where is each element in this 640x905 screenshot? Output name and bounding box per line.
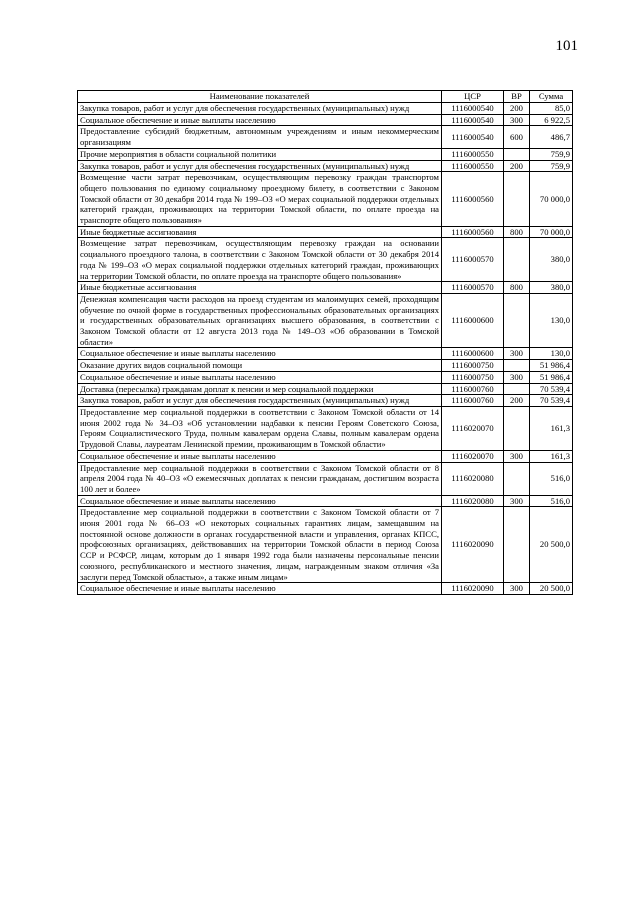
cell-csr: 1116000750	[442, 360, 504, 372]
cell-name: Предоставление субсидий бюджетным, автономным учреждениям и иным некоммерческим организациям	[78, 126, 442, 148]
cell-name: Предоставление мер социальной поддержки в соответствии с Законом Томской области от 7 июня 2001 года № 66–ОЗ «О некоторых социальных гарантиях лицам, замещавшим на постоянной основе должности в органах государственной власти и управления, органах КПСС, профсоюзных организациях, действовавших на территории Томской области в период Союза ССР и РСФСР, лицам, которым до 1 января 1992 года были назначены персональные пенсии союзного, республиканского и местного значения, лицам, награжденным знаком отличия «За заслуги перед Томской областью», а также иным лицам»	[78, 507, 442, 583]
cell-name: Социальное обеспечение и иные выплаты населению	[78, 495, 442, 507]
cell-csr: 1116020090	[442, 507, 504, 583]
table-row	[78, 395, 573, 407]
table-row	[78, 360, 573, 372]
cell-name: Денежная компенсация части расходов на проезд студентам из малоимущих семей, проходящим обучение по очной форме в государственных профессиональных образовательных организациях и государственных образовательных организациях высшего образования, в соответствии с Законом Томской области от 12 августа 2013 года № 149–ОЗ «Об образовании в Томской области»	[78, 293, 442, 348]
cell-name: Иные бюджетные ассигнования	[78, 226, 442, 238]
cell-name: Социальное обеспечение и иные выплаты населению	[78, 583, 442, 595]
cell-csr: 1116020070	[442, 406, 504, 450]
cell-name: Возмещение части затрат перевозчикам, осуществляющим перевозку граждан транспортом общего пользования по единому социальному проездному билету, в соответствии с Законом Томской области от 30 декабря 2014 года № 199–ОЗ «О мерах социальной поддержки отдельных категорий граждан, проживающих на территории Томской области, по оплате проезда на транспорте общего пользования»	[78, 172, 442, 227]
cell-csr: 1116020080	[442, 462, 504, 495]
cell-vr	[504, 172, 530, 227]
table-row	[78, 238, 573, 282]
cell-vr: 200	[504, 395, 530, 407]
table-row	[78, 583, 573, 595]
budget-table	[77, 90, 573, 595]
cell-csr: 1116020070	[442, 450, 504, 462]
header-vr: ВР	[504, 91, 530, 103]
table-row	[78, 114, 573, 126]
cell-csr: 1116000540	[442, 114, 504, 126]
cell-name: Предоставление мер социальной поддержки в соответствии с Законом Томской области от 8 апреля 2004 года № 40–ОЗ «О ежемесячных доплатах к пенсии гражданам, достигшим возраста 100 лет и более»	[78, 462, 442, 495]
table-row	[78, 126, 573, 148]
cell-vr	[504, 293, 530, 348]
cell-name: Социальное обеспечение и иные выплаты населению	[78, 114, 442, 126]
table-row	[78, 348, 573, 360]
cell-vr	[504, 462, 530, 495]
cell-name: Доставка (пересылка) гражданам доплат к пенсии и мер социальной поддержки	[78, 383, 442, 395]
cell-vr	[504, 148, 530, 160]
cell-vr: 300	[504, 348, 530, 360]
cell-vr: 800	[504, 226, 530, 238]
cell-sum: 161,3	[530, 406, 573, 450]
table-row	[78, 172, 573, 227]
cell-csr: 1116000570	[442, 282, 504, 294]
cell-name: Закупка товаров, работ и услуг для обеспечения государственных (муниципальных) нужд	[78, 103, 442, 115]
table-row	[78, 450, 573, 462]
cell-name: Социальное обеспечение и иные выплаты населению	[78, 371, 442, 383]
cell-csr: 1116000760	[442, 383, 504, 395]
table-row	[78, 406, 573, 450]
table-row	[78, 495, 573, 507]
header-sum: Сумма	[530, 91, 573, 103]
cell-sum: 70 000,0	[530, 226, 573, 238]
cell-csr: 1116000760	[442, 395, 504, 407]
cell-sum: 51 986,4	[530, 371, 573, 383]
cell-sum: 380,0	[530, 238, 573, 282]
cell-sum: 70 539,4	[530, 383, 573, 395]
cell-vr	[504, 360, 530, 372]
cell-csr: 1116000750	[442, 371, 504, 383]
cell-vr	[504, 507, 530, 583]
cell-name: Предоставление мер социальной поддержки в соответствии с Законом Томской области от 14 июня 2002 года № 34–ОЗ «Об установлении надбавки к пенсии Героям Советского Союза, Героям Социалистического Труда, полным кавалерам ордена Славы, полным кавалерам ордена Трудовой Славы, лауреатам Ленинской премии, проживающим в Томской области»	[78, 406, 442, 450]
cell-sum: 130,0	[530, 348, 573, 360]
cell-vr	[504, 406, 530, 450]
table-row	[78, 462, 573, 495]
table-row	[78, 383, 573, 395]
cell-vr: 300	[504, 495, 530, 507]
cell-sum: 516,0	[530, 495, 573, 507]
cell-name: Иные бюджетные ассигнования	[78, 282, 442, 294]
cell-name: Закупка товаров, работ и услуг для обеспечения государственных (муниципальных) нужд	[78, 395, 442, 407]
cell-sum: 20 500,0	[530, 583, 573, 595]
cell-vr: 200	[504, 160, 530, 172]
table-row	[78, 148, 573, 160]
cell-csr: 1116000570	[442, 238, 504, 282]
cell-csr: 1116000550	[442, 148, 504, 160]
table-row	[78, 226, 573, 238]
cell-vr: 300	[504, 450, 530, 462]
cell-name: Оказание других видов социальной помощи	[78, 360, 442, 372]
cell-csr: 1116000600	[442, 293, 504, 348]
page-number: 101	[555, 38, 578, 54]
cell-csr: 1116000560	[442, 226, 504, 238]
table-header-row	[78, 91, 573, 103]
cell-vr	[504, 383, 530, 395]
cell-vr: 600	[504, 126, 530, 148]
cell-name: Закупка товаров, работ и услуг для обеспечения государственных (муниципальных) нужд	[78, 160, 442, 172]
cell-csr: 1116000540	[442, 126, 504, 148]
cell-sum: 85,0	[530, 103, 573, 115]
cell-sum: 51 986,4	[530, 360, 573, 372]
header-csr: ЦСР	[442, 91, 504, 103]
table-row	[78, 293, 573, 348]
cell-csr: 1116000560	[442, 172, 504, 227]
cell-csr: 1116000540	[442, 103, 504, 115]
cell-name: Социальное обеспечение и иные выплаты населению	[78, 450, 442, 462]
cell-vr: 300	[504, 114, 530, 126]
cell-vr: 200	[504, 103, 530, 115]
cell-vr: 300	[504, 583, 530, 595]
cell-name: Прочие мероприятия в области социальной политики	[78, 148, 442, 160]
cell-sum: 380,0	[530, 282, 573, 294]
table-body	[78, 103, 573, 595]
cell-vr: 800	[504, 282, 530, 294]
cell-sum: 130,0	[530, 293, 573, 348]
cell-sum: 6 922,5	[530, 114, 573, 126]
table-row	[78, 160, 573, 172]
cell-csr: 1116000600	[442, 348, 504, 360]
cell-name: Возмещение затрат перевозчикам, осуществляющим перевозку граждан на основании социального проездного талона, в соответствии с Законом Томской области от 30 декабря 2014 года № 199–ОЗ «О мерах социальной поддержки отдельных категорий граждан, проживающих на территории Томской области, по оплате проезда на транспорте общего пользования»	[78, 238, 442, 282]
table-row	[78, 371, 573, 383]
cell-csr: 1116000550	[442, 160, 504, 172]
cell-sum: 70 000,0	[530, 172, 573, 227]
cell-sum: 161,3	[530, 450, 573, 462]
cell-sum: 759,9	[530, 160, 573, 172]
table-row	[78, 103, 573, 115]
cell-vr	[504, 238, 530, 282]
cell-csr: 1116020080	[442, 495, 504, 507]
cell-sum: 486,7	[530, 126, 573, 148]
cell-sum: 516,0	[530, 462, 573, 495]
cell-vr: 300	[504, 371, 530, 383]
table-row	[78, 507, 573, 583]
cell-sum: 759,9	[530, 148, 573, 160]
cell-name: Социальное обеспечение и иные выплаты населению	[78, 348, 442, 360]
cell-sum: 70 539,4	[530, 395, 573, 407]
header-name: Наименование показателей	[78, 91, 442, 103]
table-row	[78, 282, 573, 294]
cell-csr: 1116020090	[442, 583, 504, 595]
cell-sum: 20 500,0	[530, 507, 573, 583]
